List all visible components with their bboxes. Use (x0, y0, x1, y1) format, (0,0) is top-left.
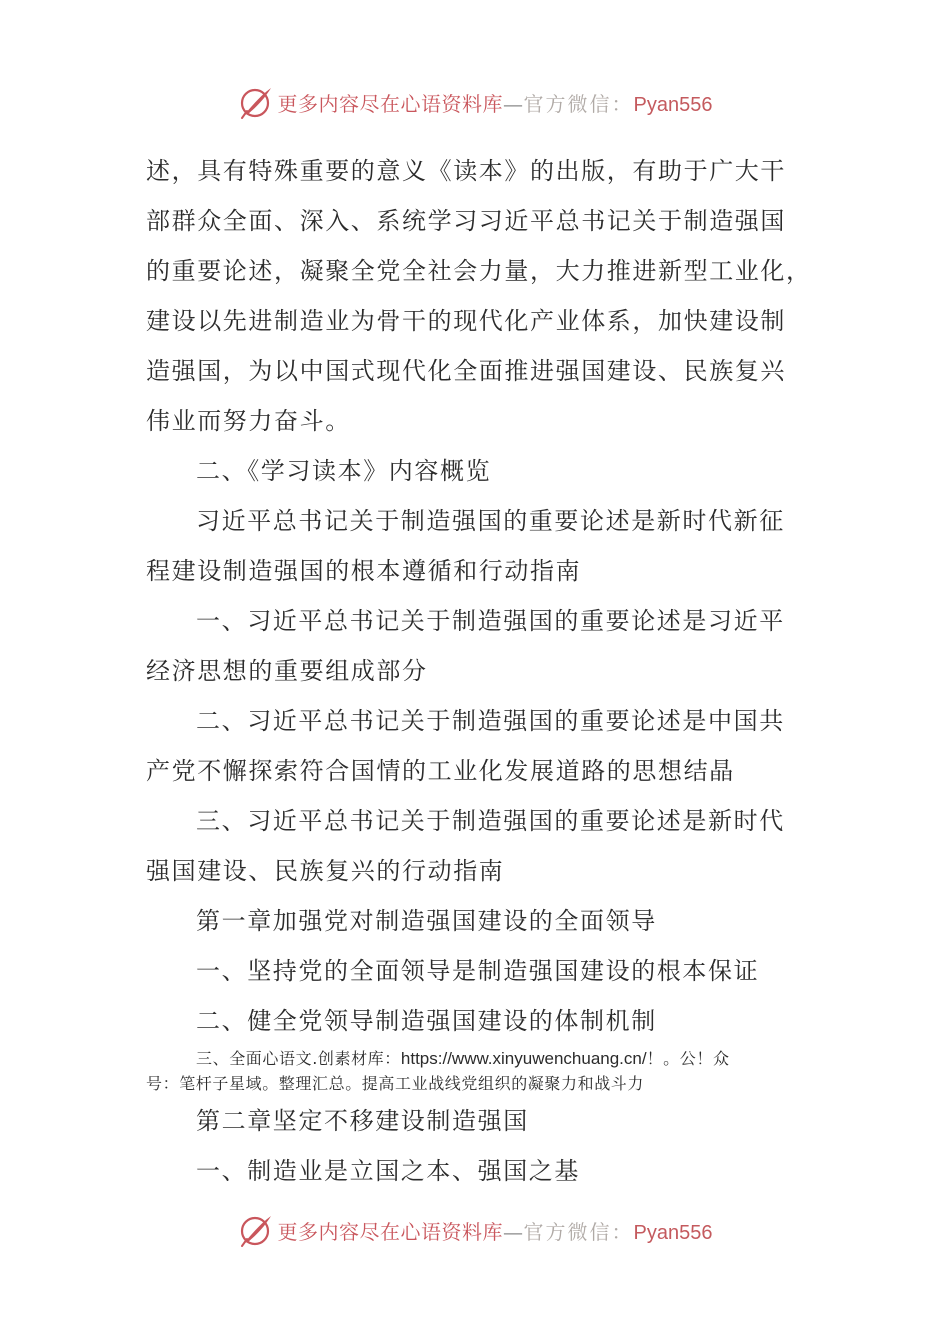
section-item: 一、制造业是立国之本、强国之基 (196, 1157, 580, 1185)
banner-dash: — (503, 91, 524, 116)
watermark-url-link[interactable]: https://www.xinyuwenchuang.cn/ (400, 1049, 647, 1068)
text-line: 部群众全面、深入、系统学习习近平总书记关于制造强国 (146, 207, 786, 235)
text-line: 伟业而努力奋斗。 (146, 407, 351, 435)
watermark-insert-line-2: 号：笔杆子星域。整理汇总。提高工业战线党组织的凝聚力和战斗力 (146, 1074, 645, 1093)
text-line: 一、习近平总书记关于制造强国的重要论述是习近平 (196, 607, 785, 635)
text-line: 三、习近平总书记关于制造强国的重要论述是新时代 (196, 807, 785, 835)
chapter-heading: 第二章坚定不移建设制造强国 (196, 1107, 529, 1135)
text-line: 程建设制造强国的根本遵循和行动指南 (146, 557, 582, 585)
text-line: 强国建设、民族复兴的行动指南 (146, 857, 505, 885)
watermark-suffix: ！。公！众 (646, 1049, 730, 1068)
text-line: 述，具有特殊重要的意义《读本》的出版，有助于广大干 (146, 157, 786, 185)
banner-text (278, 1216, 713, 1245)
text-line: 二、习近平总书记关于制造强国的重要论述是中国共 (196, 707, 785, 735)
section-item: 二、健全党领导制造强国建设的体制机制 (196, 1007, 657, 1035)
text-line: 的重要论述，凝聚全党全社会力量，大力推进新型工业化， (146, 257, 812, 285)
header-banner (0, 80, 950, 124)
document-body (146, 146, 812, 1196)
chapter-heading: 第一章加强党对制造强国建设的全面领导 (196, 907, 657, 935)
watermark-insert-line (146, 1046, 806, 1071)
text-line: 造强国，为以中国式现代化全面推进强国建设、民族复兴 (146, 357, 786, 385)
quill-logo-icon (238, 1212, 274, 1248)
text-line: 经济思想的重要组成部分 (146, 657, 428, 685)
banner-wechat-label: 官方微信： (523, 91, 634, 116)
section-item: 一、坚持党的全面领导是制造强国建设的根本保证 (196, 957, 760, 985)
watermark-prefix: 三、全面心语文.创素材库： (196, 1049, 401, 1068)
banner-wechat-id: Pyan556 (633, 93, 713, 116)
banner-wechat-label: 官方微信： (523, 1219, 634, 1244)
section-heading: 二、《学习读本》内容概览 (196, 457, 492, 485)
banner-text (278, 88, 713, 117)
text-line: 产党不懈探索符合国情的工业化发展道路的思想结晶 (146, 757, 735, 785)
banner-wechat-id: Pyan556 (633, 1221, 713, 1244)
text-line: 习近平总书记关于制造强国的重要论述是新时代新征 (196, 507, 785, 535)
text-line: 建设以先进制造业为骨干的现代化产业体系，加快建设制 (146, 307, 786, 335)
footer-banner (0, 1208, 950, 1252)
banner-dash: — (503, 1219, 524, 1244)
quill-logo-icon (238, 84, 274, 120)
banner-site-text: 更多内容尽在心语资料库 (277, 91, 504, 116)
banner-site-text: 更多内容尽在心语资料库 (277, 1219, 504, 1244)
